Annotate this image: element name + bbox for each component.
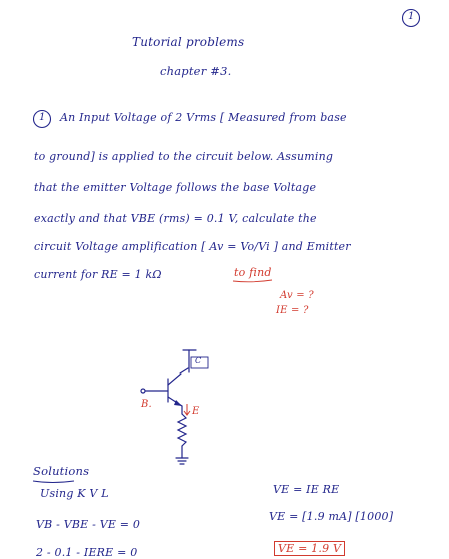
collector-label: C [195, 356, 202, 365]
to-find-label: to find [234, 266, 272, 279]
find-av: Av = ? [280, 290, 314, 301]
page-number: 1 [408, 11, 415, 22]
solution-left-line-1: Using K V L [40, 487, 109, 500]
problem-line-1: An Input Voltage of 2 Vrms [ Measured from base [60, 111, 347, 124]
chapter-label: chapter #3. [160, 64, 232, 78]
problem-line-3: that the emitter Voltage follows the base Voltage [34, 181, 317, 194]
emitter-label: E [192, 406, 200, 417]
problem-line-2: to ground] is applied to the circuit below. Assuming [34, 150, 334, 163]
base-label: B. [141, 399, 152, 410]
find-ie: IE = ? [276, 305, 309, 316]
problem-number: 1 [39, 112, 46, 123]
solution-left-line-3: 2 - 0.1 - IERE = 0 [36, 546, 138, 559]
problem-line-5: circuit Voltage amplification [ Av = Vo/Vi ] and Emitter [34, 240, 351, 253]
page-title: Tutorial problems [132, 35, 245, 49]
solution-answer-ve: VE = 1.9 V [274, 541, 345, 556]
problem-line-6: current for RE = 1 kΩ [34, 268, 162, 281]
solution-right-line-1: VE = IE RE [273, 483, 340, 496]
solutions-heading: Solutions [33, 464, 90, 478]
solution-left-line-2: VB - VBE - VE = 0 [36, 518, 141, 531]
solution-right-line-2: VE = [1.9 mA] [1000] [269, 510, 394, 523]
problem-line-4: exactly and that VBE (rms) = 0.1 V, calculate the [34, 212, 317, 225]
